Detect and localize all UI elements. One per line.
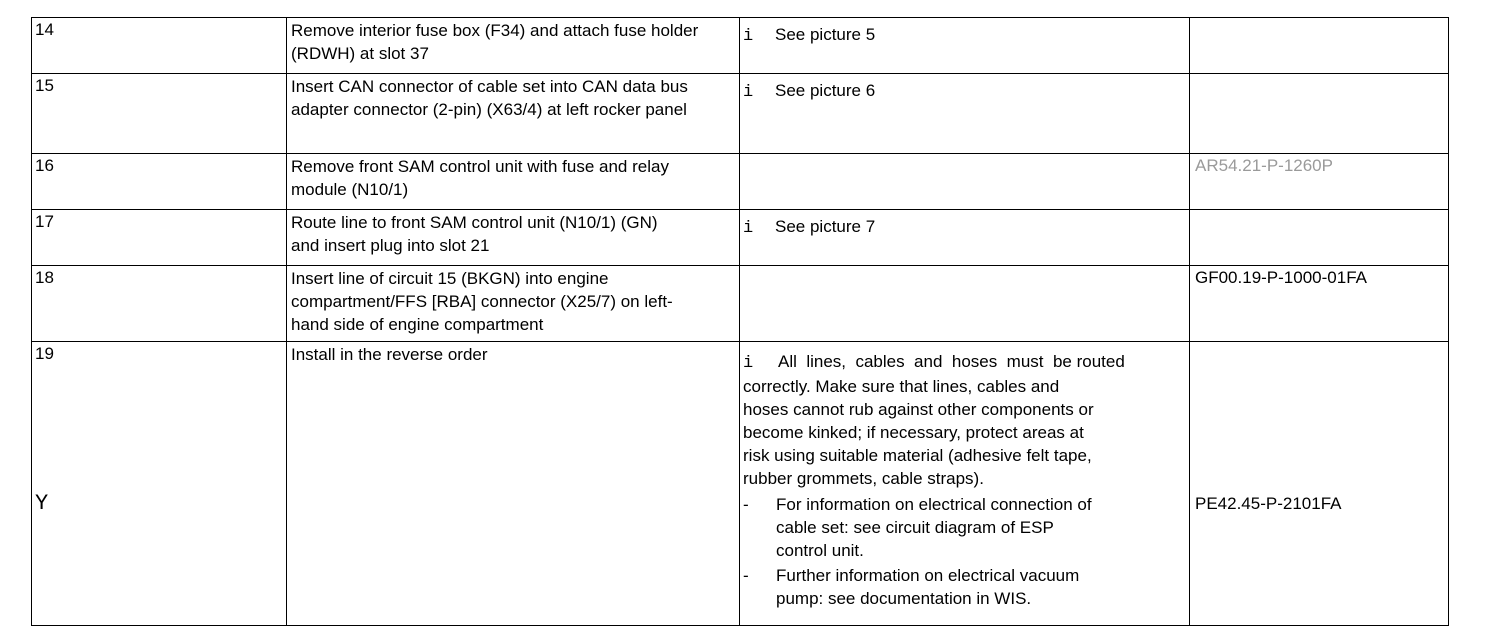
bullet-text: [776, 564, 1189, 610]
note-text: See picture 7: [775, 217, 876, 236]
note-line: correctly. Make sure that lines, cables and: [743, 377, 1060, 396]
bullet-text: [776, 493, 1189, 562]
info-icon: i: [743, 83, 754, 102]
note-first-line: i All lines, cables and hoses must be routed: [743, 352, 1125, 373]
table-row: [32, 210, 1449, 266]
step-reference-cell: [1190, 342, 1449, 626]
bullet-line: For information on electrical connection of: [776, 495, 1092, 514]
note-line: hoses cannot rub against other components or: [743, 400, 1094, 419]
step-reference: [1190, 74, 1449, 154]
bullet-list: [743, 493, 1189, 610]
note-line: become kinked; if necessary, protect areas at: [743, 423, 1084, 442]
bullet-item: [743, 493, 1189, 562]
step-description: Insert line of circuit 15 (BKGN) into engine compartment/FFS [RBA] connector (X25/7) on left-hand side of engine compartment: [287, 266, 740, 342]
step-note: [740, 210, 1190, 266]
step-reference: [1190, 18, 1449, 74]
step-reference-link[interactable]: PE42.45-P-2101FA: [1195, 494, 1342, 513]
step-number: 19: [35, 344, 54, 363]
info-icon: i: [743, 354, 754, 373]
step-note: [740, 342, 1190, 626]
step-number: 14: [32, 18, 287, 74]
table-row: [32, 74, 1449, 154]
step-number: 18: [32, 266, 287, 342]
note-line: risk using suitable material (adhesive felt tape,: [743, 446, 1092, 465]
table-row: [32, 266, 1449, 342]
procedure-table: [31, 17, 1449, 626]
note-text: See picture 5: [775, 25, 876, 44]
step-description: Install in the reverse order: [287, 342, 740, 626]
step-reference-link[interactable]: GF00.19-P-1000-01FA: [1190, 266, 1449, 342]
step-description: Route line to front SAM control unit (N10/1) (GN) and insert plug into slot 21: [287, 210, 740, 266]
note-text: See picture 6: [775, 81, 876, 100]
step-description: Insert CAN connector of cable set into CAN data bus adapter connector (2-pin) (X63/4) at left rocker panel: [287, 74, 740, 154]
table-row: [32, 18, 1449, 74]
bullet-item: [743, 564, 1189, 610]
info-icon: i: [743, 27, 754, 46]
step-number: 15: [32, 74, 287, 154]
bullet-dash: -: [743, 566, 749, 585]
bullet-line: cable set: see circuit diagram of ESP: [776, 518, 1054, 537]
step-reference: [1190, 210, 1449, 266]
table-row: [32, 154, 1449, 210]
step-description: Remove interior fuse box (F34) and attach fuse holder (RDWH) at slot 37: [287, 18, 740, 74]
table-row: [32, 342, 1449, 626]
step-number: 17: [32, 210, 287, 266]
step-number: 16: [32, 154, 287, 210]
info-icon: i: [743, 219, 754, 238]
step-note: [740, 74, 1190, 154]
bullet-line: pump: see documentation in WIS.: [776, 589, 1032, 608]
step-note: [740, 18, 1190, 74]
bullet-dash: -: [743, 495, 749, 514]
note-line: rubber grommets, cable straps).: [743, 469, 984, 488]
step-description: Remove front SAM control unit with fuse and relay module (N10/1): [287, 154, 740, 210]
step-number-cell: [32, 342, 287, 626]
step-reference-link[interactable]: AR54.21-P-1260P: [1190, 154, 1449, 210]
step-note: [740, 154, 1190, 210]
note-body: [743, 375, 1189, 490]
step-note: [740, 266, 1190, 342]
bullet-line: control unit.: [776, 541, 864, 560]
y-marker: Y: [35, 491, 49, 516]
bullet-line: Further information on electrical vacuum: [776, 566, 1080, 585]
